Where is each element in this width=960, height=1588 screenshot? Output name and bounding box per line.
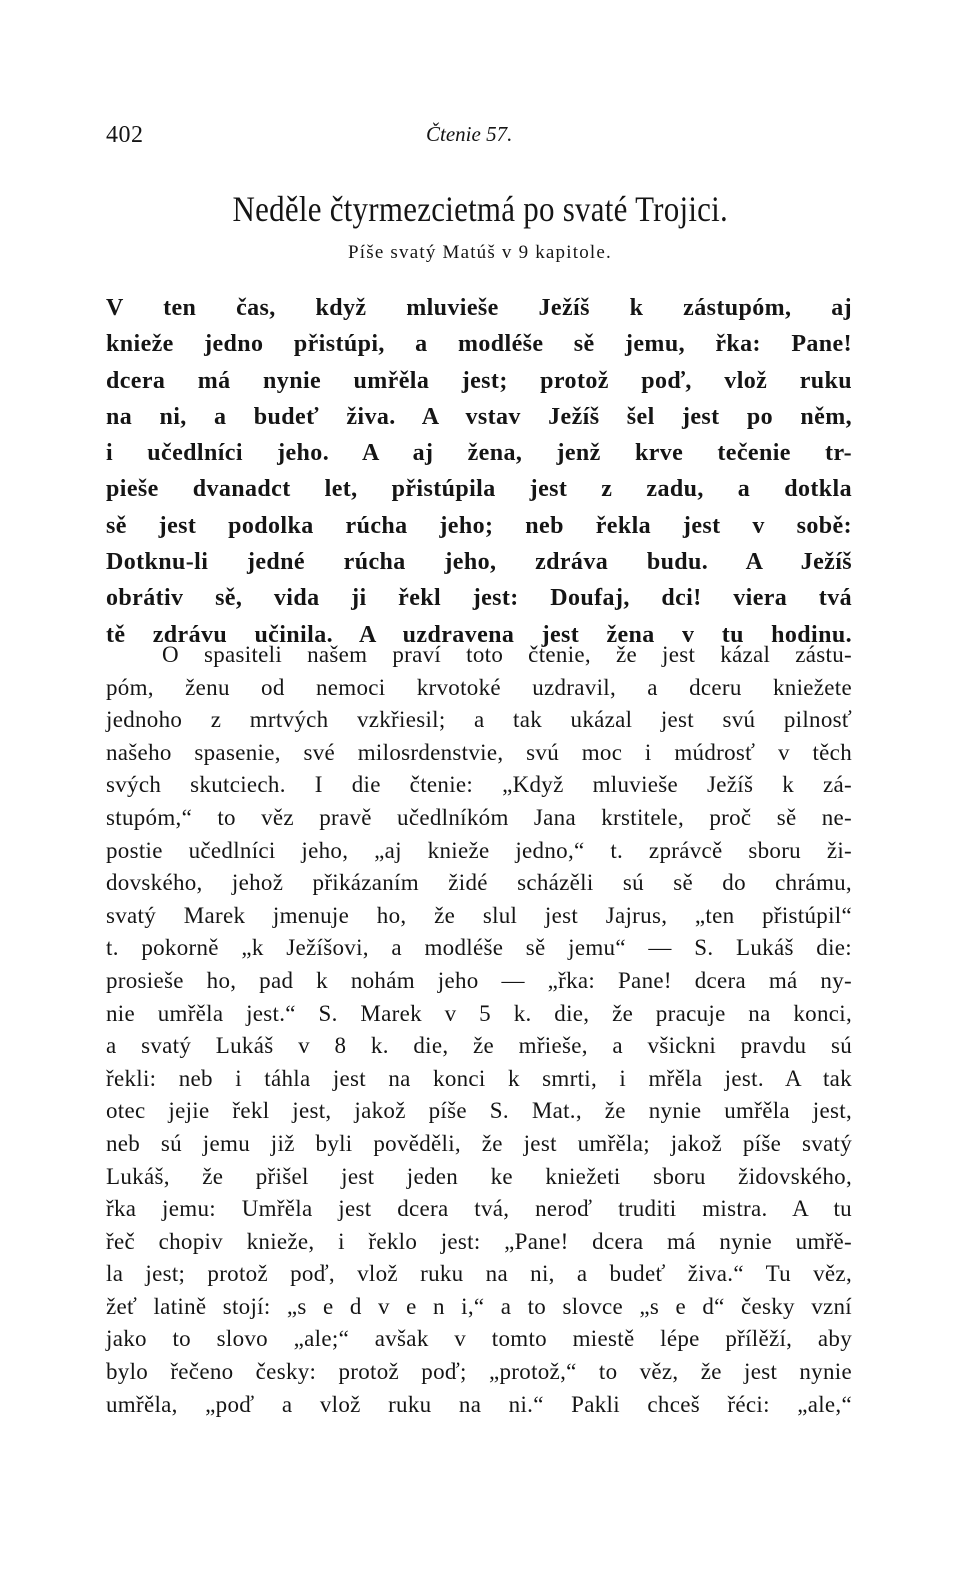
commentary-line: la jest; protož poď, vlož ruku na ni, a budeť živa.“ Tu věz,	[106, 1261, 852, 1287]
gospel-line: obrátiv sě, vida ji řekl jest: Doufaj, dci! viera tvá	[106, 585, 852, 612]
gospel-line: V ten čas, když mluvieše Ježíš k zástupóm, aj	[106, 295, 852, 321]
commentary-line: t. pokorně „k Ježíšovi, a modléše sě jemu“ — S. Lukáš die:	[106, 935, 852, 961]
commentary-line: řekli: neb i táhla jest na konci k smrti, i mřěla jest. A tak	[106, 1065, 852, 1091]
commentary-text	[106, 639, 852, 1421]
commentary-line: neb sú jemu již byli pověděli, že jest umřěla; jakož píše svatý	[106, 1130, 852, 1156]
commentary-line: Lukáš, že přišel jest jeden ke kniežeti sboru židovského,	[106, 1163, 852, 1189]
commentary-line: prosieše ho, pad k nohám jeho — „řka: Pane! dcera má ny-	[106, 967, 852, 993]
commentary-line: nie umřěla jest.“ S. Marek v 5 k. die, že pracuje na konci,	[106, 1000, 852, 1026]
commentary-line: svatý Marek jmenuje ho, že slul jest Jajrus, „ten přistúpil“	[106, 902, 852, 928]
commentary-line: řka jemu: Umřěla jest dcera tvá, neroď truditi mistra. A tu	[106, 1196, 852, 1222]
commentary-line: póm, ženu od nemoci krvotoké uzdravil, a dceru kniežete	[106, 674, 852, 700]
commentary-line: žeť latině stojí: „s e d v e n i,“ a to slovce „s e d“ česky vzní	[106, 1293, 852, 1319]
running-head: Čtenie 57.	[426, 122, 513, 146]
gospel-line: knieže jedno přistúpi, a modléše sě jemu, řka: Pane!	[106, 331, 852, 358]
section-subtitle: Píše svatý Matúš v 9 kapitole.	[348, 242, 612, 263]
commentary-line: dovského, jehož přikázaním židé scházěli sú sě do chrámu,	[106, 870, 852, 896]
commentary-line: stupóm,“ to věz pravě učedlníkóm Jana krstitele, proč sě ne-	[106, 804, 852, 830]
gospel-reading	[106, 290, 852, 653]
commentary-line: jako to slovo „ale;“ avšak v tomto miestě lépe přílěží, aby	[106, 1326, 852, 1352]
commentary-line: postie učedlníci jeho, „aj knieže jedno,“ t. zprávcě sboru ži-	[106, 837, 852, 863]
commentary-line: řeč chopiv knieže, i řeklo jest: „Pane! dcera má nynie umřě-	[106, 1228, 852, 1254]
gospel-line: pieše dvanadct let, přistúpila jest z zadu, a dotkla	[106, 476, 852, 503]
gospel-line: na ni, a budeť živa. A vstav Ježíš šel jest po něm,	[106, 403, 852, 430]
gospel-line: sě jest podolka rúcha jeho; neb řekla jest v sobě:	[106, 512, 852, 539]
page-number: 402	[106, 122, 144, 148]
commentary-line: bylo řečeno česky: protož poď; „protož,“ to věz, že jest nynie	[106, 1359, 852, 1385]
commentary-line: svých skutciech. I die čtenie: „Když mluvieše Ježíš k zá-	[106, 772, 852, 798]
commentary-line: a svatý Lukáš v 8 k. die, že mřieše, a všickni pravdu sú	[106, 1033, 852, 1059]
gospel-line: tě zdrávu učinila. A uzdravena jest žena v tu hodinu.	[106, 621, 852, 648]
section-title: Neděle čtyrmezcietmá po svaté Trojici.	[232, 189, 729, 229]
commentary-line: jednoho z mrtvých vzkřiesil; a tak ukázal jest svú pilnosť	[106, 707, 852, 733]
commentary-line: umřěla, „poď a vlož ruku na ni.“ Pakli chceš řéci: „ale,“	[106, 1391, 852, 1417]
commentary-line: O spasiteli našem praví toto čtenie, že jest kázal zástu-	[162, 642, 852, 667]
commentary-line: našeho spasenie, své milosrdenstvie, svú moc i múdrosť v těch	[106, 739, 852, 765]
gospel-line: i učedlníci jeho. A aj žena, jenž krve tečenie tr-	[106, 440, 852, 467]
commentary-line: otec jejie řekl jest, jakož píše S. Mat., že nynie umřěla jest,	[106, 1098, 852, 1124]
gospel-line: Dotknu-li jedné rúcha jeho, zdráva budu. A Ježíš	[106, 549, 852, 576]
gospel-line: dcera má nynie umřěla jest; protož poď, vlož ruku	[106, 367, 852, 394]
page-header	[106, 122, 850, 158]
